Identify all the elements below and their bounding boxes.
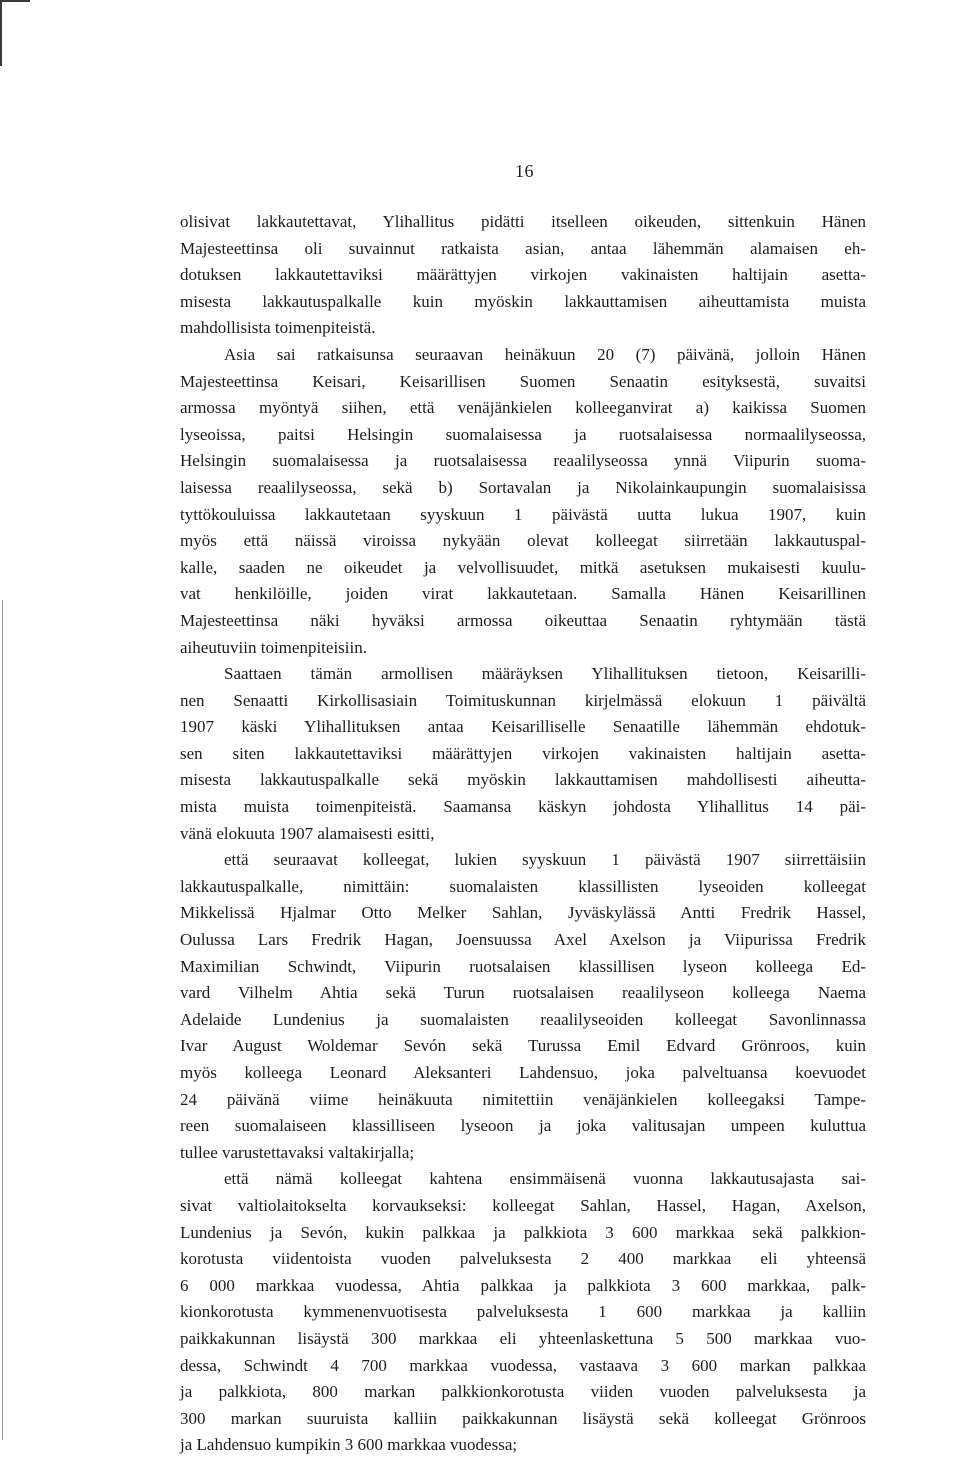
text-line: sen siten lakkautettaviksi määrättyjen virkojen vakinaisten haltijain asetta- (180, 743, 866, 763)
text-line: Ivar August Woldemar Sevón sekä Turussa Emil Edvard Grönroos, kuin (180, 1036, 866, 1056)
body-text (180, 209, 866, 1459)
text-line: tyttökouluissa lakkautetaan syyskuun 1 päivästä uutta lukua 1907, kuin (180, 504, 866, 524)
text-line: sivat valtiolaitokselta korvaukseksi: kolleegat Sahlan, Hassel, Hagan, Axelson, (180, 1195, 866, 1215)
text-line: tullee varustettavaksi valtakirjalla; (180, 1142, 415, 1162)
text-line: Majesteettinsa Keisari, Keisarillisen Suomen Senaatin esityksestä, suvaitsi (180, 371, 866, 391)
text-line: lakkautuspalkalle, nimittäin: suomalaisten klassillisten lyseoiden kolleegat (180, 876, 866, 896)
text-line: Mikkelissä Hjalmar Otto Melker Sahlan, Jyväskylässä Antti Fredrik Hassel, (180, 903, 866, 923)
text-line: Asia sai ratkaisunsa seuraavan heinäkuun 20 (7) päivänä, jolloin Hänen (224, 344, 866, 364)
text-line: korotusta viidentoista vuoden palveluksesta 2 400 markkaa eli yhteensä (180, 1249, 866, 1269)
scan-edge-line (2, 600, 3, 1440)
text-line: laisessa reaalilyseossa, sekä b) Sortavalan ja Nikolainkaupungin suomalaisissa (180, 477, 866, 497)
page-number: 16 (515, 161, 534, 181)
text-line: dessa, Schwindt 4 700 markkaa vuodessa, vastaava 3 600 markan palkkaa (180, 1355, 866, 1375)
text-line: Majesteettinsa näki hyväksi armossa oikeuttaa Senaatin ryhtymään tästä (180, 610, 866, 630)
text-line: 300 markan suuruista kalliin paikkakunnan lisäystä sekä kolleegat Grönroos (180, 1408, 866, 1428)
scan-edge-mark (0, 0, 30, 66)
text-line: ja palkkiota, 800 markan palkkionkorotusta viiden vuoden palveluksesta ja (180, 1382, 866, 1402)
text-line: mista muista toimenpiteistä. Saamansa käskyn johdosta Ylihallitus 14 päi- (180, 797, 866, 817)
text-line: armossa myöntyä siihen, että venäjänkielen kolleeganvirat a) kaikissa Suomen (180, 398, 866, 418)
text-line: myös että näissä viroissa nykyään olevat kolleegat siirretään lakkautuspal- (180, 531, 866, 551)
text-line: että seuraavat kolleegat, lukien syyskuun 1 päivästä 1907 siirrettäisiin (224, 850, 866, 870)
text-line: vänä elokuuta 1907 alamaisesti esitti, (180, 823, 435, 843)
text-line: Saattaen tämän armollisen määräyksen Ylihallituksen tietoon, Keisarilli- (224, 664, 866, 684)
text-line: paikkakunnan lisäystä 300 markkaa eli yhteenlaskettuna 5 500 markkaa vuo- (180, 1328, 866, 1348)
text-line: mahdollisista toimenpiteistä. (180, 318, 376, 338)
text-line: misesta lakkautuspalkalle sekä myöskin lakkauttamisen mahdollisesti aiheutta- (180, 770, 866, 790)
text-line: dotuksen lakkautettaviksi määrättyjen virkojen vakinaisten haltijain asetta- (180, 265, 866, 285)
text-line: lyseoissa, paitsi Helsingin suomalaisessa ja ruotsalaisessa normaalilyseossa, (180, 424, 866, 444)
text-line: vard Vilhelm Ahtia sekä Turun ruotsalaisen reaalilyseon kolleega Naema (180, 983, 866, 1003)
text-line: reen suomalaiseen klassilliseen lyseoon ja joka valitusajan umpeen kuluttua (180, 1116, 866, 1136)
text-line: että nämä kolleegat kahtena ensimmäisenä vuonna lakkautusajasta sai- (224, 1169, 866, 1189)
text-line: Maximilian Schwindt, Viipurin ruotsalaisen klassillisen lyseon kolleega Ed- (180, 956, 866, 976)
text-line: Lundenius ja Sevón, kukin palkkaa ja palkkiota 3 600 markkaa sekä palkkion- (180, 1222, 866, 1242)
text-line: kionkorotusta kymmenenvuotisesta palveluksesta 1 600 markkaa ja kalliin (180, 1302, 866, 1322)
text-line: Helsingin suomalaisessa ja ruotsalaisessa reaalilyseossa ynnä Viipurin suoma- (180, 451, 866, 471)
text-line: olisivat lakkautettavat, Ylihallitus pidätti itselleen oikeuden, sittenkuin Hänen (180, 212, 866, 231)
text-line: 1907 käski Ylihallituksen antaa Keisarilliselle Senaatille lähemmän ehdotuk- (180, 717, 866, 737)
text-line: Adelaide Lundenius ja suomalaisten reaalilyseoiden kolleegat Savonlinnassa (180, 1009, 866, 1029)
text-line: Oulussa Lars Fredrik Hagan, Joensuussa Axel Axelson ja Viipurissa Fredrik (180, 930, 866, 950)
text-line: aiheutuviin toimenpiteisiin. (180, 637, 367, 657)
text-line: nen Senaatti Kirkollisasiain Toimituskunnan kirjelmässä elokuun 1 päivältä (180, 690, 866, 710)
text-line: 24 päivänä viime heinäkuuta nimitettiin venäjänkielen kolleegaksi Tampe- (180, 1089, 866, 1109)
text-line: 6 000 markkaa vuodessa, Ahtia palkkaa ja palkkiota 3 600 markkaa, palk- (180, 1275, 866, 1295)
text-line: kalle, saaden ne oikeudet ja velvollisuudet, mitkä asetuksen mukaisesti kuulu- (180, 557, 866, 577)
text-line: vat henkilöille, joiden virat lakkautetaan. Samalla Hänen Keisarillinen (180, 584, 866, 604)
text-line: myös kolleega Leonard Aleksanteri Lahdensuo, joka palveltuansa koevuodet (180, 1063, 866, 1082)
text-line: ja Lahdensuo kumpikin 3 600 markkaa vuodessa; (180, 1435, 518, 1455)
text-line: misesta lakkautuspalkalle kuin myöskin lakkauttamisen aiheuttamista muista (180, 291, 866, 311)
text-line: Majesteettinsa oli suvainnut ratkaista asian, antaa lähemmän alamaisen eh- (180, 238, 866, 258)
